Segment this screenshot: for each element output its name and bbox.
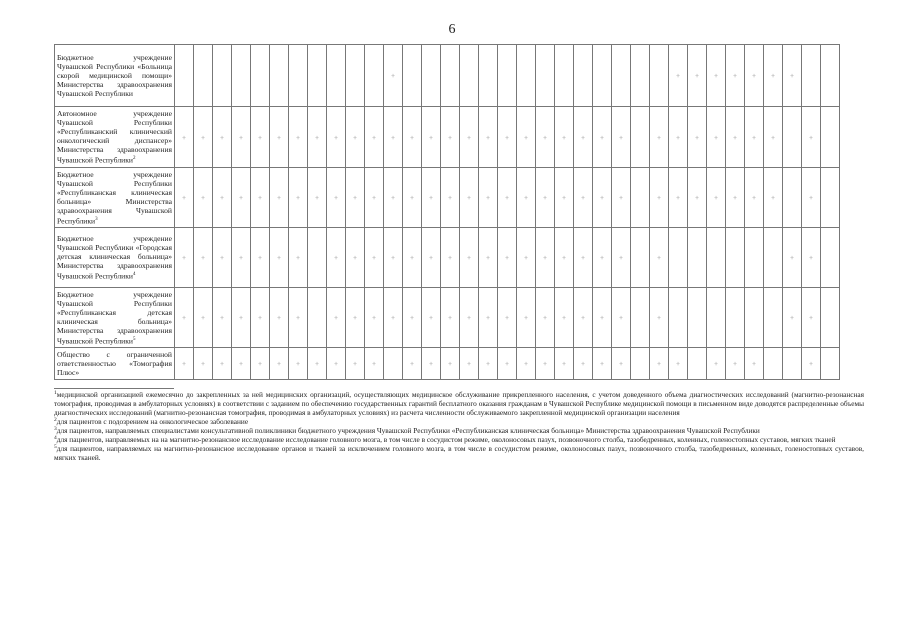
mark-cell: + (536, 348, 555, 380)
table-row (55, 288, 840, 348)
mark-cell: + (251, 168, 270, 228)
mark-cell: + (650, 168, 669, 228)
mark-cell: + (441, 348, 460, 380)
mark-cell: + (802, 288, 821, 348)
mark-cell: + (745, 168, 764, 228)
mark-cell: + (327, 228, 346, 288)
footnote-number: 4 (54, 435, 57, 441)
mark-cell: + (536, 107, 555, 168)
mark-cell: + (707, 348, 726, 380)
mark-cell: + (213, 107, 232, 168)
mark-cell (631, 288, 650, 348)
mark-cell (764, 228, 783, 288)
mark-cell: + (650, 288, 669, 348)
mark-cell (802, 45, 821, 107)
mark-cell: + (498, 228, 517, 288)
mark-cell (517, 45, 536, 107)
mark-cell: + (802, 107, 821, 168)
mark-cell: + (327, 348, 346, 380)
mark-cell (821, 107, 840, 168)
mark-cell: + (270, 107, 289, 168)
mark-cell (726, 228, 745, 288)
mark-cell: + (688, 107, 707, 168)
mark-cell (422, 45, 441, 107)
table-row (55, 107, 840, 168)
mark-cell (631, 45, 650, 107)
mark-cell: + (460, 228, 479, 288)
mark-cell (270, 45, 289, 107)
mark-cell: + (289, 168, 308, 228)
mark-cell (232, 45, 251, 107)
mark-cell: + (403, 348, 422, 380)
organization-name-cell (55, 288, 175, 348)
mark-cell: + (384, 45, 403, 107)
mark-cell: + (726, 348, 745, 380)
mark-cell: + (403, 107, 422, 168)
mark-cell: + (650, 107, 669, 168)
mark-cell: + (346, 348, 365, 380)
mark-cell: + (441, 168, 460, 228)
page-number: 6 (448, 22, 456, 37)
mark-cell: + (441, 228, 460, 288)
mark-cell: + (327, 288, 346, 348)
mark-cell: + (232, 348, 251, 380)
footnote-text: медицинской организацией ежемесячно до закрепленных за ней медицинских организаций, осуществляющих медицинское обслуживание прикрепленного населения, с учетом доведенного объема диагностических исследований (магнитно-резонансная томография, проводимая в амбулаторных условиях) в соответствии с заданием по обеспечению государственных гарантий бесплатного оказания гражданам в Чувашской Республике медицинской помощи в письменном виде доводятся распределенные объемы диагностических исследований (магнитно-резонансная томография, проводимая в амбулаторных условиях) из расчета численности обслуживаемого закрепленной медицинской организации населения (54, 390, 864, 417)
mark-cell (631, 348, 650, 380)
mark-cell: + (612, 228, 631, 288)
mark-cell: + (517, 168, 536, 228)
mark-cell: + (441, 107, 460, 168)
mark-cell (745, 288, 764, 348)
mark-cell (346, 45, 365, 107)
mark-cell (745, 228, 764, 288)
mark-cell: + (251, 288, 270, 348)
organization-name-cell (55, 168, 175, 228)
mark-cell: + (517, 288, 536, 348)
mark-cell: + (175, 107, 194, 168)
mark-cell: + (422, 228, 441, 288)
mark-cell (308, 288, 327, 348)
mark-cell: + (194, 228, 213, 288)
mark-cell: + (403, 288, 422, 348)
mark-cell: + (555, 348, 574, 380)
mark-cell (327, 45, 346, 107)
mark-cell: + (517, 107, 536, 168)
organization-name: Общество с ограниченной ответственностью «Томография Плюс» (57, 350, 172, 377)
mark-cell: + (612, 348, 631, 380)
footnote-ref: 5 (132, 336, 136, 342)
mark-cell: + (422, 168, 441, 228)
footnote-text: для пациентов, направляемых специалистами консультативной поликлиники бюджетного учреждения Чувашской Республики «Республиканская клиническая больница» Министерства здравоохранения Чувашской Республики (56, 426, 760, 435)
mark-cell: + (327, 107, 346, 168)
mark-cell: + (251, 107, 270, 168)
mark-cell: + (251, 228, 270, 288)
mark-cell: + (213, 348, 232, 380)
mark-cell: + (194, 348, 213, 380)
mark-cell (194, 45, 213, 107)
mark-cell: + (783, 288, 802, 348)
mark-cell (783, 348, 802, 380)
mark-cell: + (213, 228, 232, 288)
mark-cell (726, 288, 745, 348)
organization-name: Автономное учреждение Чувашской Республики «Республиканский клинический онкологический диспансер» Министерства здравоохранения Чувашской Республики (57, 109, 172, 165)
footnote-number: 5 (54, 444, 57, 450)
footnotes (54, 390, 864, 462)
mark-cell (688, 348, 707, 380)
mark-cell: + (384, 168, 403, 228)
mark-cell: + (802, 228, 821, 288)
mark-cell: + (232, 228, 251, 288)
mark-cell: + (213, 288, 232, 348)
table-row (55, 45, 840, 107)
mark-cell (821, 168, 840, 228)
mark-cell: + (232, 288, 251, 348)
mark-cell (441, 45, 460, 107)
mark-cell: + (783, 228, 802, 288)
mark-cell: + (517, 228, 536, 288)
mark-cell: + (289, 107, 308, 168)
mark-cell: + (403, 168, 422, 228)
mark-cell (251, 45, 270, 107)
mark-cell: + (175, 168, 194, 228)
mark-cell (555, 45, 574, 107)
mark-cell: + (498, 348, 517, 380)
mark-cell: + (555, 288, 574, 348)
organization-name-cell (55, 45, 175, 107)
mark-cell: + (479, 107, 498, 168)
mark-cell: + (707, 168, 726, 228)
mark-cell: + (726, 168, 745, 228)
mark-cell: + (669, 107, 688, 168)
table-row (55, 228, 840, 288)
mark-cell: + (574, 107, 593, 168)
footnote-separator (54, 388, 174, 389)
mark-cell: + (270, 288, 289, 348)
mark-cell: + (308, 348, 327, 380)
mark-cell: + (270, 228, 289, 288)
mark-cell (308, 228, 327, 288)
mark-cell: + (574, 228, 593, 288)
footnote (54, 417, 864, 426)
mark-cell: + (612, 288, 631, 348)
mark-cell: + (365, 107, 384, 168)
mark-cell: + (764, 168, 783, 228)
footnote-number: 1 (54, 390, 57, 396)
mark-cell: + (422, 107, 441, 168)
footnote-number: 2 (54, 417, 57, 423)
mark-cell: + (403, 228, 422, 288)
mark-cell (783, 107, 802, 168)
mark-cell: + (175, 288, 194, 348)
mark-cell: + (460, 107, 479, 168)
mark-cell (460, 45, 479, 107)
footnote-number: 3 (54, 426, 57, 432)
mark-cell (384, 348, 403, 380)
mark-cell: + (194, 288, 213, 348)
mark-cell: + (593, 348, 612, 380)
mark-cell: + (745, 348, 764, 380)
mark-cell (764, 288, 783, 348)
mark-cell (213, 45, 232, 107)
mark-cell: + (650, 228, 669, 288)
mark-cell (707, 288, 726, 348)
mark-cell: + (555, 168, 574, 228)
mark-cell: + (213, 168, 232, 228)
mark-cell: + (441, 288, 460, 348)
mark-cell: + (612, 107, 631, 168)
mark-cell: + (460, 168, 479, 228)
mark-cell: + (194, 107, 213, 168)
mark-cell: + (308, 168, 327, 228)
mark-cell (631, 107, 650, 168)
mark-cell: + (574, 288, 593, 348)
mark-cell: + (783, 45, 802, 107)
footnote-text: для пациентов, направляемых на магнитно-резонансное исследование органов и тканей за исключением головного мозга, в том числе в сосудистом режиме, околоносовых пазух, позвоночного столба, тазобедренных, коленных, голеностопных суставов, мягких тканей. (54, 444, 864, 462)
mark-cell (650, 45, 669, 107)
mark-cell: + (365, 168, 384, 228)
mark-cell: + (479, 228, 498, 288)
organization-name-cell (55, 348, 175, 380)
organization-name: Бюджетное учреждение Чувашской Республики «Республиканская клиническая больница» Министерства здравоохранения Чувашской Республики (57, 169, 172, 226)
mark-cell (612, 45, 631, 107)
mark-cell (479, 45, 498, 107)
mark-cell: + (346, 228, 365, 288)
mark-cell: + (251, 348, 270, 380)
mark-cell: + (422, 348, 441, 380)
mark-cell (688, 228, 707, 288)
mark-cell: + (536, 288, 555, 348)
mark-cell: + (289, 348, 308, 380)
mark-cell (536, 45, 555, 107)
mark-cell: + (574, 168, 593, 228)
mark-cell: + (555, 107, 574, 168)
mark-cell: + (346, 288, 365, 348)
mark-cell (821, 228, 840, 288)
footnote-ref: 2 (132, 156, 136, 162)
mark-cell: + (384, 107, 403, 168)
footnote-ref: 4 (132, 272, 136, 278)
organization-name-cell (55, 107, 175, 168)
mark-cell: + (688, 168, 707, 228)
footnote-text: для пациентов, направляемых на на магнитно-резонансное исследование исследование головного мозга, в том числе в сосудистом режиме, околоносовых пазух, позвоночного столба, тазобедренных, коленных, голеностопных суставов, мягких тканей (56, 435, 836, 444)
mark-cell (403, 45, 422, 107)
mark-cell: + (669, 348, 688, 380)
mark-cell (631, 168, 650, 228)
mark-cell: + (384, 288, 403, 348)
mark-cell: + (270, 168, 289, 228)
mark-cell: + (365, 228, 384, 288)
mark-cell: + (688, 45, 707, 107)
organization-name-cell (55, 228, 175, 288)
mark-cell: + (574, 348, 593, 380)
table-row (55, 168, 840, 228)
mark-cell: + (650, 348, 669, 380)
mark-cell: + (593, 228, 612, 288)
mark-cell: + (593, 168, 612, 228)
footnote (54, 390, 864, 417)
mark-cell: + (745, 45, 764, 107)
mark-cell: + (232, 107, 251, 168)
mark-cell: + (175, 348, 194, 380)
mark-cell (764, 348, 783, 380)
organization-name: Бюджетное учреждение Чувашской Республики «Республиканская детская клиническая больница» Министерства здравоохранения Чувашской Республики (57, 289, 172, 346)
mark-cell: + (289, 228, 308, 288)
mark-cell: + (308, 107, 327, 168)
mark-cell: + (802, 168, 821, 228)
mark-cell: + (536, 168, 555, 228)
mark-cell: + (460, 348, 479, 380)
mark-cell (821, 45, 840, 107)
mark-cell (821, 348, 840, 380)
mark-cell (308, 45, 327, 107)
mark-cell: + (707, 107, 726, 168)
mark-cell: + (422, 288, 441, 348)
mark-cell: + (346, 168, 365, 228)
mark-cell: + (669, 168, 688, 228)
mark-cell: + (479, 348, 498, 380)
mark-cell (574, 45, 593, 107)
mark-cell (707, 228, 726, 288)
mark-cell (631, 228, 650, 288)
organization-name: Бюджетное учреждение Чувашской Республики «Городская детская клиническая больница» Министерства здравоохранения Чувашской Республики (57, 234, 172, 281)
mark-cell: + (365, 348, 384, 380)
footnote-text: для пациентов с подозрением на онкологическое заболевание (56, 417, 249, 426)
mark-cell: + (669, 45, 688, 107)
organization-name: Бюджетное учреждение Чувашской Республики «Больница скорой медицинской помощи» Министерства здравоохранения Чувашской Республики (57, 53, 172, 98)
mark-cell: + (593, 288, 612, 348)
mark-cell: + (175, 228, 194, 288)
mark-cell (688, 288, 707, 348)
mark-cell: + (536, 228, 555, 288)
mark-cell: + (726, 107, 745, 168)
mark-cell: + (498, 288, 517, 348)
mark-cell (669, 288, 688, 348)
mark-cell: + (498, 107, 517, 168)
mark-cell: + (764, 107, 783, 168)
mark-cell: + (270, 348, 289, 380)
mark-cell (783, 168, 802, 228)
mark-cell: + (479, 288, 498, 348)
table-row (55, 348, 840, 380)
mark-cell (175, 45, 194, 107)
mark-cell: + (365, 288, 384, 348)
mark-cell (593, 45, 612, 107)
mark-cell (498, 45, 517, 107)
mark-cell: + (745, 107, 764, 168)
footnote (54, 444, 864, 462)
mri-distribution-table (54, 44, 840, 380)
mark-cell: + (479, 168, 498, 228)
mark-cell (365, 45, 384, 107)
mark-cell: + (194, 168, 213, 228)
mark-cell: + (707, 45, 726, 107)
mark-cell: + (460, 288, 479, 348)
mark-cell: + (726, 45, 745, 107)
mark-cell (289, 45, 308, 107)
mark-cell: + (555, 228, 574, 288)
mark-cell: + (327, 168, 346, 228)
footnote (54, 426, 864, 435)
mark-cell: + (802, 348, 821, 380)
mark-cell: + (498, 168, 517, 228)
mark-cell: + (593, 107, 612, 168)
mark-cell: + (517, 348, 536, 380)
footnote (54, 435, 864, 444)
mark-cell (821, 288, 840, 348)
mark-cell: + (612, 168, 631, 228)
mark-cell: + (764, 45, 783, 107)
mark-cell: + (232, 168, 251, 228)
footnote-ref: 3 (95, 216, 98, 222)
mark-cell: + (289, 288, 308, 348)
mark-cell: + (384, 228, 403, 288)
mark-cell (669, 228, 688, 288)
mark-cell: + (346, 107, 365, 168)
